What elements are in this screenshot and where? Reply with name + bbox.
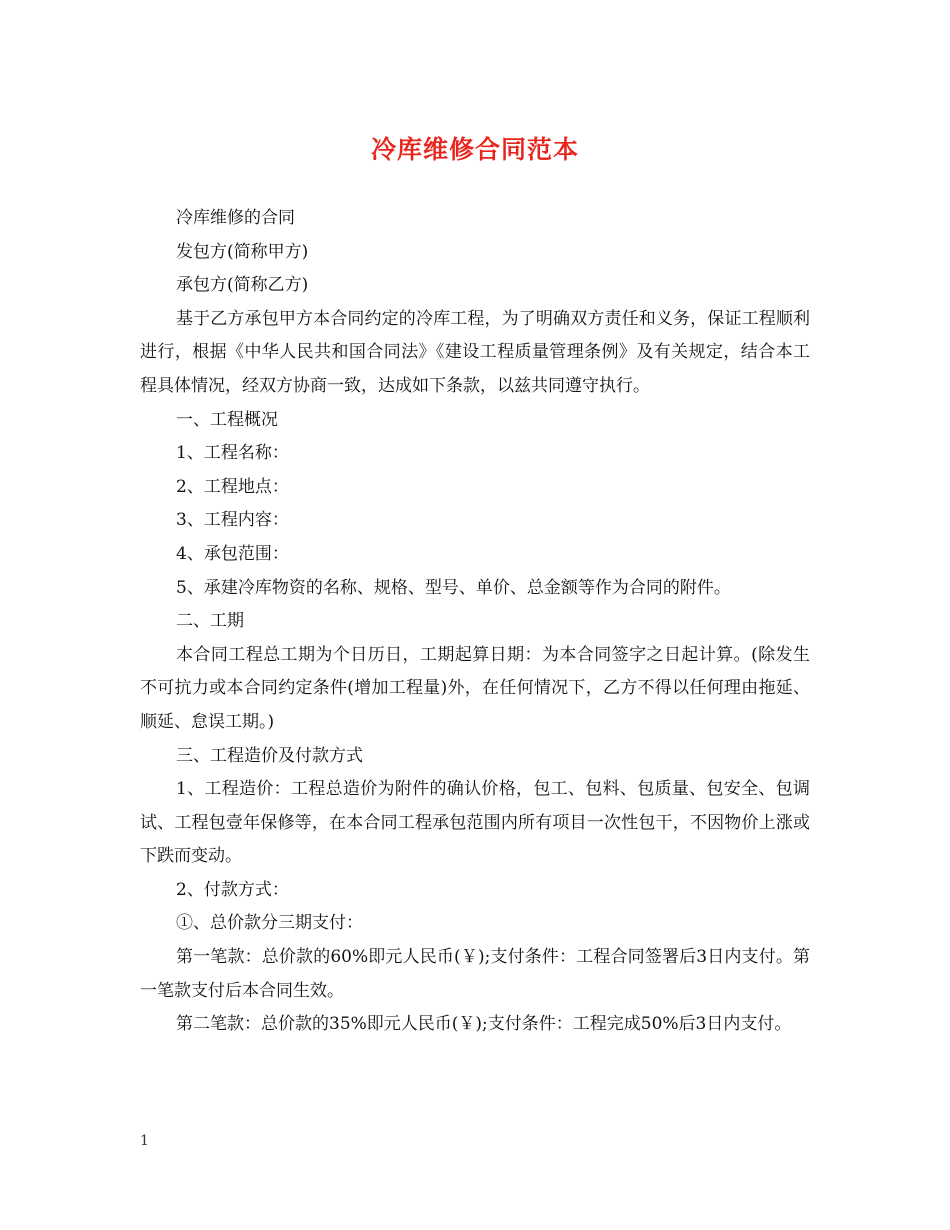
document-title: 冷库维修合同范本 <box>370 135 579 164</box>
item-payment-installments: ①、总价款分三期支付： <box>176 913 363 934</box>
paragraph-preamble: 基于乙方承包甲方本合同约定的冷库工程，为了明确双方责任和义务，保证工程顺利进行，根据《中华人民共和国合同法》《建设工程质量管理条例》及有关规定，结合本工程具体情况，经双方协商一致，达成如下条款，以兹共同遵守执行。 <box>140 308 810 396</box>
item-project-content: 3、工程内容： <box>176 510 289 531</box>
paragraph-party-a: 发包方(简称甲方) <box>176 241 309 262</box>
paragraph-contract-name: 冷库维修的合同 <box>176 208 295 228</box>
item-payment-method: 2、付款方式： <box>176 879 289 900</box>
item-project-name: 1、工程名称： <box>176 443 289 464</box>
item-project-location: 2、工程地点： <box>176 476 289 497</box>
document-body <box>140 202 810 1042</box>
item-materials-annex: 5、承建冷库物资的名称、规格、型号、单价、总金额等作为合同的附件。 <box>176 577 731 598</box>
paragraph-party-b: 承包方(简称乙方) <box>176 275 309 296</box>
page-number: 1 <box>140 1133 149 1149</box>
paragraph-schedule-terms: 本合同工程总工期为个日历日，工期起算日期：为本合同签字之日起计算。(除发生不可抗力或本合同约定条件(增加工程量)外，在任何情况下，乙方不得以任何理由拖延、顺延、怠误工期。) <box>140 644 810 732</box>
paragraph-second-payment: 第二笔款：总价款的35%即元人民币(￥);支付条件：工程完成50%后3日内支付。 <box>176 1014 792 1035</box>
section-heading-overview: 一、工程概况 <box>176 409 278 430</box>
item-contract-scope: 4、承包范围： <box>176 543 289 564</box>
paragraph-first-payment: 第一笔款：总价款的60%即元人民币(￥);支付条件：工程合同签署后3日内支付。第一笔款支付后本合同生效。 <box>140 947 810 1001</box>
section-heading-price-payment: 三、工程造价及付款方式 <box>176 745 363 766</box>
item-project-price: 1、工程造价：工程总造价为附件的确认价格，包工、包料、包质量、包安全、包调试、工程包壹年保修等，在本合同工程承包范围内所有项目一次性包干，不因物价上涨或下跌而变动。 <box>140 779 810 867</box>
section-heading-schedule: 二、工期 <box>176 611 244 632</box>
